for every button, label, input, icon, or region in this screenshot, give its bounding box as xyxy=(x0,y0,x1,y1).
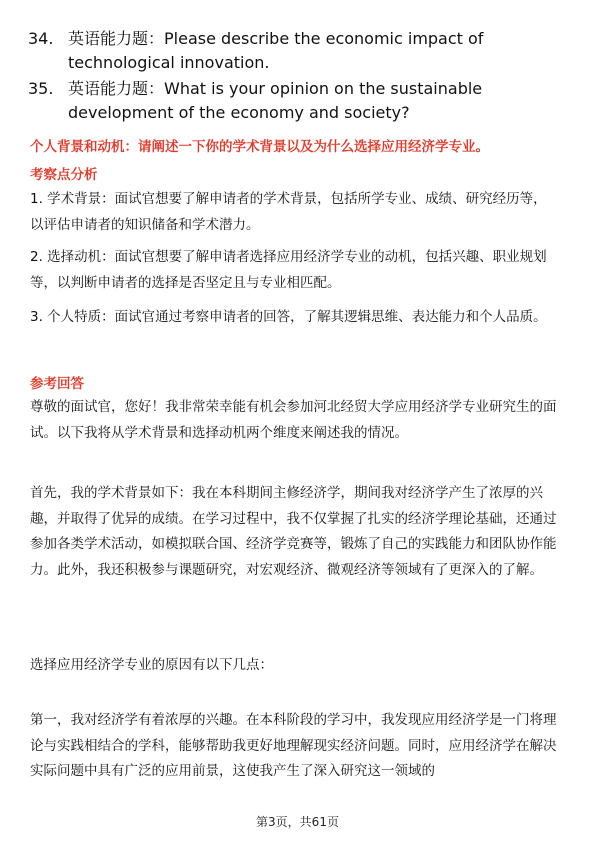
answer-paragraph-4: 第一，我对经济学有着浓厚的兴趣。在本科阶段的学习中，我发现应用经济学是一门将理论与实践相结合的学科，能够帮助我更好地理解现实经济问题。同时，应用经济学在解决实际问题中具有广泛的应用前景，这使我产生了深入研究这一领域的 xyxy=(30,712,557,779)
analysis-point-3: 3. 个人特质：面试官通过考察申请者的回答，了解其逻辑思维、表达能力和个人品质。 xyxy=(30,309,547,325)
question-number: 34. xyxy=(28,29,54,48)
question-35 xyxy=(28,77,568,125)
question-34 xyxy=(28,27,568,75)
analysis-point-1: 1. 学术背景：面试官想要了解申请者的学术背景，包括所学专业、成绩、研究经历等，以评估申请者的知识储备和学术潜力。 xyxy=(30,191,547,233)
question-text: 英语能力题：What is your opinion on the sustainable development of the economy and society? xyxy=(68,79,483,122)
answer-paragraph-2: 首先，我的学术背景如下：我在本科期间主修经济学，期间我对经济学产生了浓厚的兴趣，并取得了优异的成绩。在学习过程中，我不仅掌握了扎实的经济学理论基础，还通过参加各类学术活动，如模拟联合国、经济学竞赛等，锻炼了自己的实践能力和团队协作能力。此外，我还积极参与课题研究，对宏观经济、微观经济等领域有了更深入的了解。 xyxy=(30,485,557,578)
page-footer: 第3页，共61页 xyxy=(256,815,339,829)
answer-heading: 参考回答 xyxy=(30,376,84,392)
question-text: 英语能力题：Please describe the economic impact of technological innovation. xyxy=(68,29,484,72)
answer-paragraph-3: 选择应用经济学专业的原因有以下几点： xyxy=(30,657,273,673)
analysis-point-2: 2. 选择动机：面试官想要了解申请者选择应用经济学专业的动机，包括兴趣、职业规划等，以判断申请者的选择是否坚定且与专业相匹配。 xyxy=(30,249,547,291)
answer-paragraph-1: 尊敬的面试官，您好！我非常荣幸能有机会参加河北经贸大学应用经济学专业研究生的面试。以下我将从学术背景和选择动机两个维度来阐述我的情况。 xyxy=(30,399,557,441)
question-number: 35. xyxy=(28,79,54,98)
analysis-heading: 考察点分析 xyxy=(30,167,98,183)
section-title: 个人背景和动机：请阐述一下你的学术背景以及为什么选择应用经济学专业。 xyxy=(30,139,489,155)
